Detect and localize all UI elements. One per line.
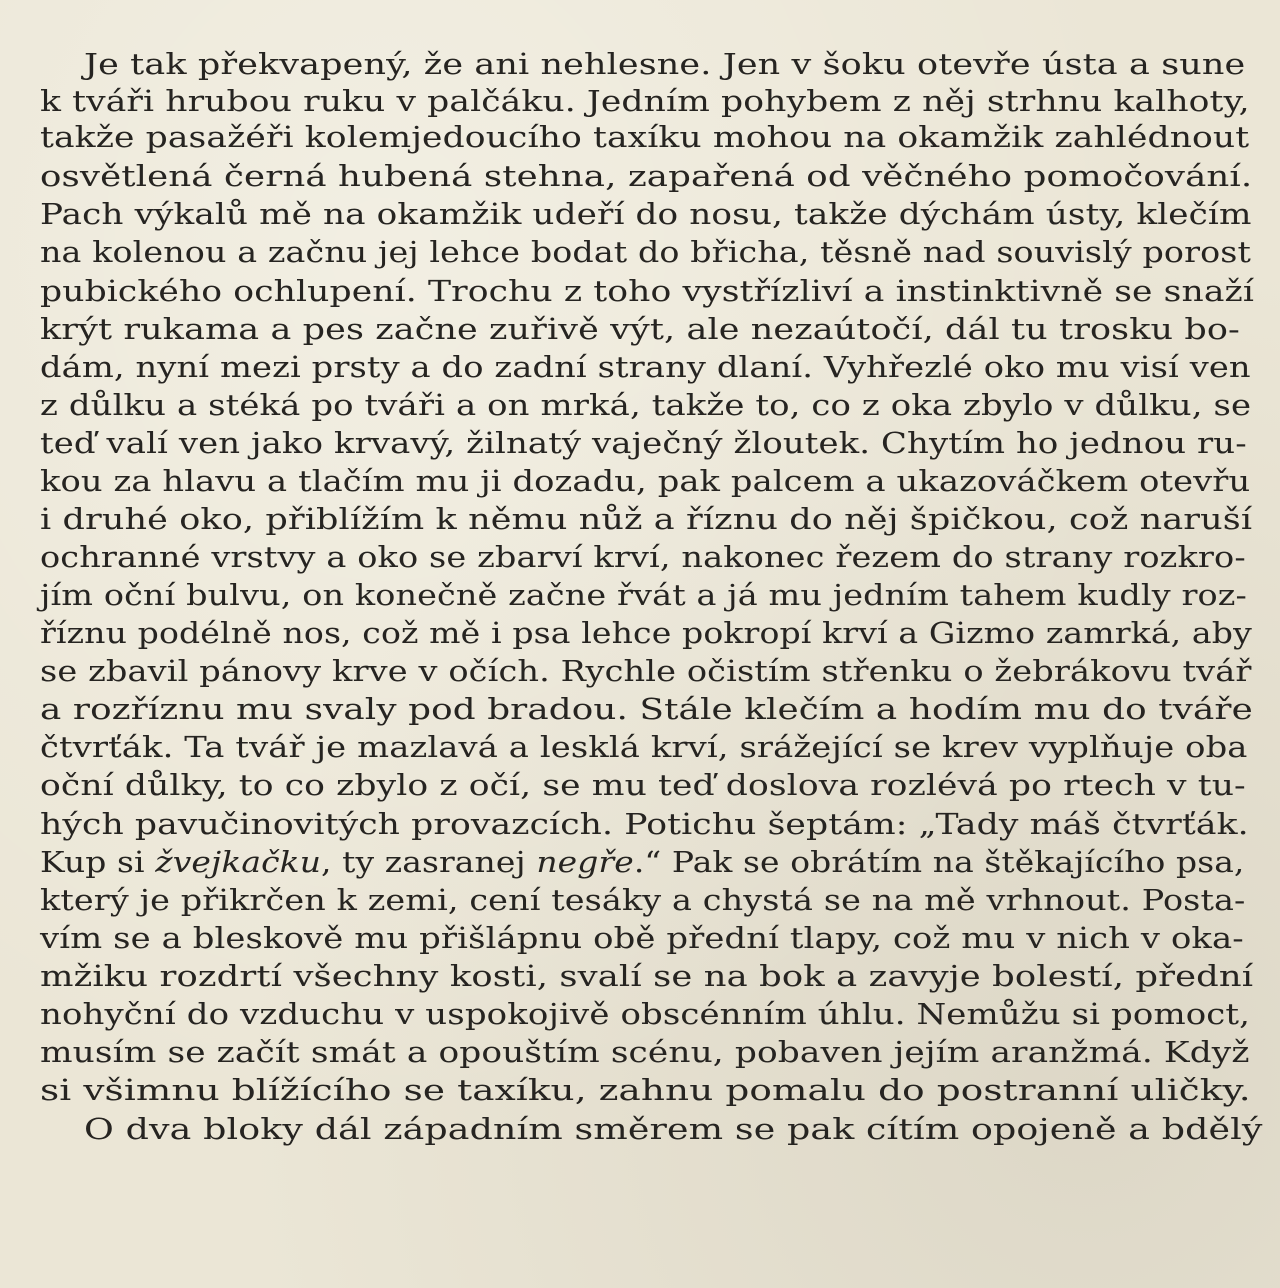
text-line: jím oční bulvu, on konečně začne řvát a já mu jedním tahem kudly roz- xyxy=(40,578,1247,612)
italic-run: žvejkačku xyxy=(155,845,322,879)
text-line: Pach výkalů mě na okamžik udeří do nosu, takže dýchám ústy, klečím xyxy=(40,197,1252,231)
text-line: se zbavil pánovy krve v očích. Rychle očistím střenku o žebrákovu tvář xyxy=(40,654,1252,688)
text-line: pubického ochlupení. Trochu z toho vystřízliví a instinktivně se snaží xyxy=(40,274,1255,308)
text-line: kou za hlavu a tlačím mu ji dozadu, pak palcem a ukazováčkem otevřu xyxy=(40,464,1251,498)
text-line: a rozříznu mu svaly pod bradou. Stále klečím a hodím mu do tváře xyxy=(40,692,1253,726)
text-line: z důlku a stéká po tváři a on mrká, takže to, co z oka zbylo v důlku, se xyxy=(40,388,1252,422)
text-line: si všimnu blížícího se taxíku, zahnu pomalu do postranní uličky. xyxy=(40,1073,1251,1107)
text-line: krýt rukama a pes začne zuřivě výt, ale nezaútočí, dál tu trosku bo- xyxy=(40,312,1240,346)
text-line: Je tak překvapený, že ani nehlesne. Jen v šoku otevře ústa a sune xyxy=(84,47,1246,81)
text-line: čtvrťák. Ta tvář je mazlavá a lesklá krví, srážející se krev vyplňuje oba xyxy=(40,730,1248,764)
text-line: O dva bloky dál západním směrem se pak cítím opojeně a bdělý xyxy=(84,1112,1263,1146)
text-line: osvětlená černá hubená stehna, zapařená od věčného pomočování. xyxy=(40,159,1253,193)
text-line: takže pasažéři kolemjedoucího taxíku mohou na okamžik zahlédnout xyxy=(40,120,1250,154)
text-line: říznu podélně nos, což mě i psa lehce pokropí krví a Gizmo zamrká, aby xyxy=(40,616,1252,650)
italic-run: negře xyxy=(536,845,634,879)
text-line: i druhé oko, přiblížím k němu nůž a říznu do něj špičkou, což naruší xyxy=(40,502,1253,536)
text-run: , ty zasranej xyxy=(321,845,537,879)
text-line: mžiku rozdrtí všechny kosti, svalí se na bok a zavyje bolestí, přední xyxy=(40,959,1254,993)
text-line: ochranné vrstvy a oko se zbarví krví, nakonec řezem do strany rozkro- xyxy=(40,540,1246,574)
text-line: k tváři hrubou ruku v palčáku. Jedním pohybem z něj strhnu kalhoty, xyxy=(40,84,1250,118)
text-line: hých pavučinovitých provazcích. Potichu šeptám: „Tady máš čtvrťák. xyxy=(40,807,1249,841)
text-line: vím se a bleskově mu přišlápnu obě přední tlapy, což mu v nich v oka- xyxy=(40,921,1244,955)
text-line: musím se začít smát a opouštím scénu, pobaven jejím aranžmá. Když xyxy=(40,1035,1250,1069)
text-line: teď valí ven jako krvavý, žilnatý vaječný žloutek. Chytím ho jednou ru- xyxy=(40,426,1247,460)
text-run: .“ Pak se obrátím na štěkajícího psa, xyxy=(633,845,1245,879)
text-run: Kup si xyxy=(40,845,156,879)
text-line: nohyční do vzduchu v uspokojivě obscénním úhlu. Nemůžu si pomoct, xyxy=(40,997,1251,1031)
text-line: který je přikrčen k zemi, cení tesáky a chystá se na mě vrhnout. Posta- xyxy=(40,883,1246,917)
text-line: oční důlky, to co zbylo z očí, se mu teď doslova rozlévá po rtech v tu- xyxy=(40,768,1246,802)
text-line: na kolenou a začnu jej lehce bodat do břicha, těsně nad souvislý porost xyxy=(40,235,1251,269)
text-line xyxy=(40,844,1245,880)
text-line: dám, nyní mezi prsty a do zadní strany dlaní. Vyhřezlé oko mu visí ven xyxy=(40,350,1251,384)
